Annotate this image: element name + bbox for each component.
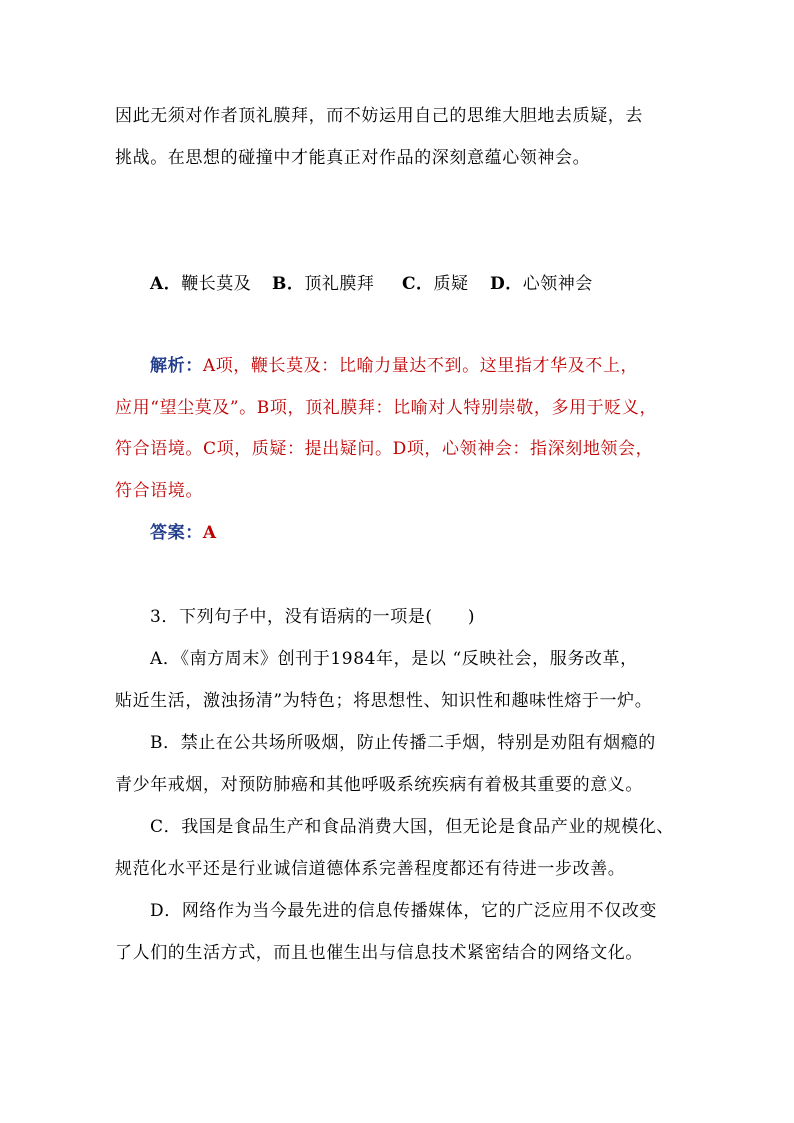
q3-option-d-line-2: 了人们的生活方式，而且也催生出与信息技术紧密结合的网络文化。 — [115, 943, 643, 963]
q2-option-b — [272, 272, 374, 296]
analysis-text-1: A项，鞭长莫及：比喻力量达不到。这里指才华及不上， — [202, 356, 639, 376]
analysis-line-1 — [150, 354, 686, 378]
option-text: 质疑 — [433, 274, 469, 294]
q3-option-d-line-1: D．网络作为当今最先进的信息传播媒体，它的广泛应用不仅改变 — [150, 901, 658, 921]
q2-option-a — [150, 272, 251, 296]
option-label: C． — [402, 274, 434, 294]
q3-option-b-line-1: B．禁止在公共场所吸烟，防止传播二手烟，特别是劝阻有烟瘾的 — [150, 733, 656, 753]
passage-line-1: 因此无须对作者顶礼膜拜，而不妨运用自己的思维大胆地去质疑，去 — [115, 106, 643, 126]
analysis-line-2: 应用“望尘莫及”。B项，顶礼膜拜：比喻对人特别崇敬，多用于贬义， — [115, 398, 658, 418]
answer-value: A — [202, 523, 217, 543]
option-label: D． — [490, 274, 523, 294]
q3-stem: 3．下列句子中，没有语病的一项是( ) — [150, 607, 476, 627]
answer-label: 答案： — [150, 523, 203, 543]
analysis-label: 解析： — [150, 356, 203, 376]
option-label: A． — [150, 274, 182, 294]
option-text: 心领神会 — [522, 274, 593, 294]
q3-option-a-line-2: 贴近生活，激浊扬清”为特色；将思想性、知识性和趣味性熔于一炉。 — [115, 691, 653, 711]
option-label: B． — [272, 274, 305, 294]
analysis-line-3: 符合语境。C项，质疑：提出疑问。D项，心领神会：指深刻地领会， — [115, 439, 654, 459]
q3-option-c-line-2: 规范化水平还是行业诚信道德体系完善程度都还有待进一步改善。 — [115, 859, 626, 879]
q3-option-b-line-2: 青少年戒烟，对预防肺癌和其他呼吸系统疾病有着极其重要的意义。 — [115, 775, 643, 795]
analysis-line-4: 符合语境。 — [115, 481, 203, 501]
q2-option-c — [402, 272, 469, 296]
q3-option-a-line-1: A．《南方周末》创刊于1984年，是以 “反映社会，服务改革， — [150, 649, 638, 669]
q2-option-d — [490, 272, 593, 296]
passage-line-2: 挑战。在思想的碰撞中才能真正对作品的深刻意蕴心领神会。 — [115, 148, 591, 168]
option-text: 顶礼膜拜 — [304, 274, 375, 294]
q3-option-c-line-1: C．我国是食品生产和食品消费大国，但无论是食品产业的规模化、 — [150, 817, 675, 837]
option-text: 鞭长莫及 — [181, 274, 252, 294]
answer-line — [150, 521, 686, 545]
